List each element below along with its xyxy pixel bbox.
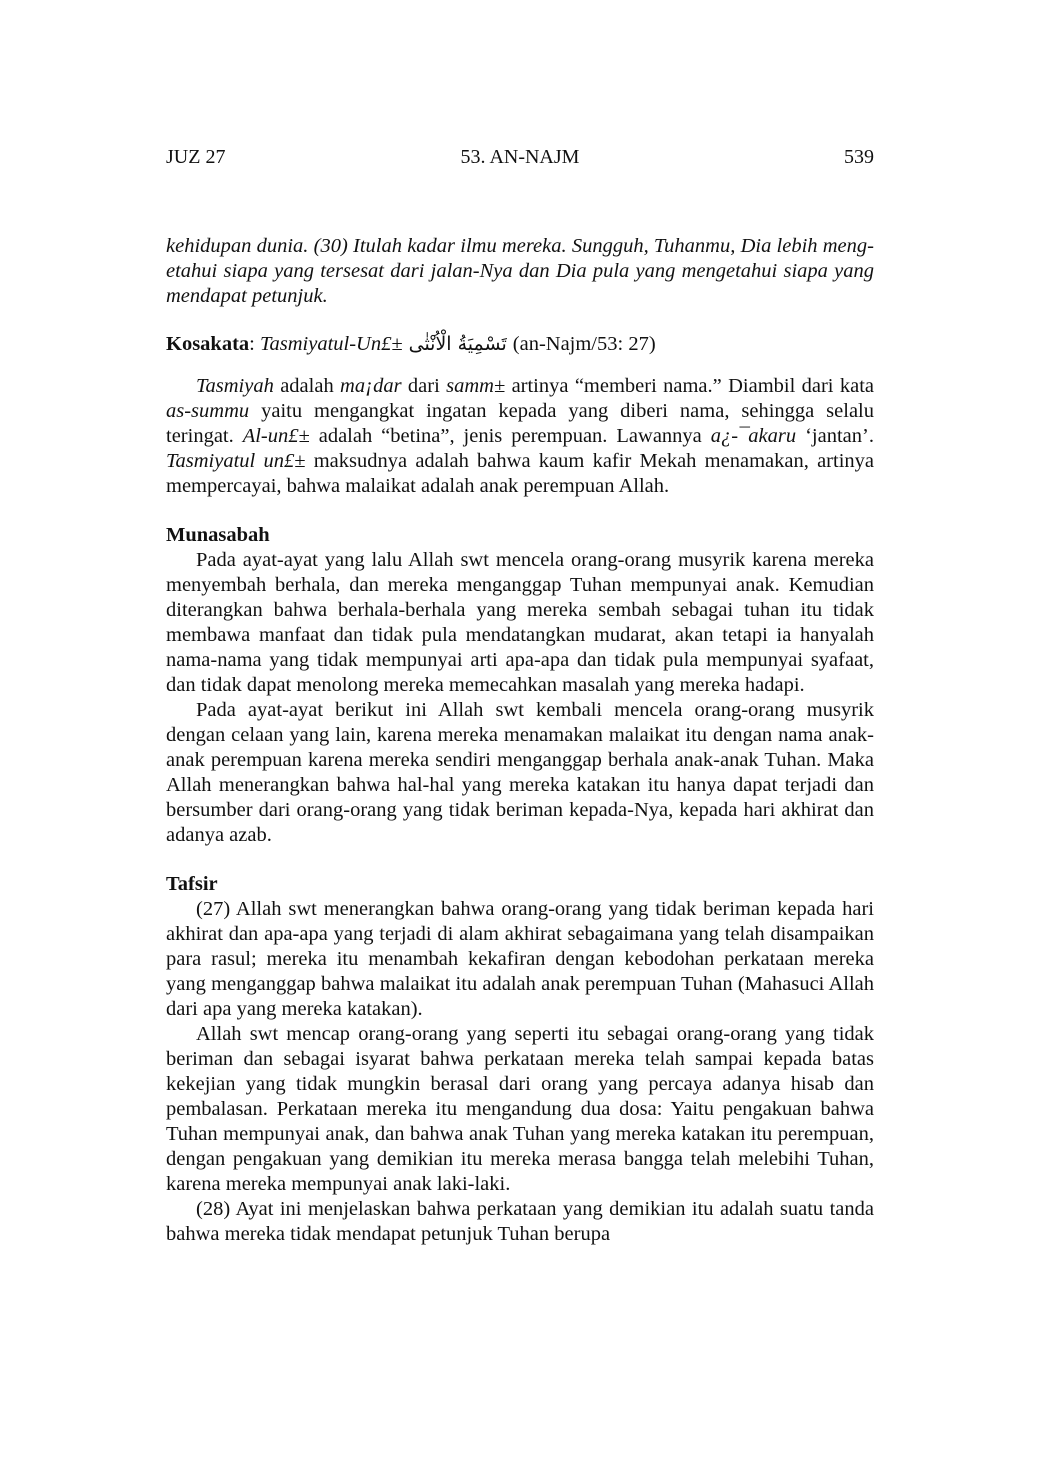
tafsir-paragraph: (28) Ayat ini menjelaskan bahwa perkataan yang demikian itu adalah suatu tanda bahwa mereka tidak mendapat petunjuk Tuhan berupa: [166, 1198, 874, 1245]
text-segment: ‘jantan’.: [796, 425, 874, 447]
kosakata-label: Kosakata: [166, 333, 250, 355]
term-masdar: ma¡dar: [340, 375, 402, 397]
surah-title: 53. AN-NAJM: [460, 146, 580, 168]
page-header: [166, 146, 874, 172]
term-as-summu: as-summu: [166, 400, 250, 422]
text-segment: yaitu mengangkat ingatan kepada yang diberi nama, sehingga selalu teringat.: [166, 400, 874, 447]
page-body: [166, 234, 874, 1247]
tafsir-paragraph: (27) Allah swt menerangkan bahwa orang-orang yang tidak beriman kepada hari akhirat dan apa-apa yang terjadi di alam akhirat sebagaimana yang telah disampaikan para rasul; mereka itu menambah kekafiran dengan kebodohan perkataan mereka yang menganggap bahwa malaikat itu adalah anak perempuan Tuhan (Mahasuci Allah dari apa yang mereka katakan).: [166, 898, 874, 1020]
text-segment: maksudnya adalah bahwa kaum kafir Mekah menamakan, artinya mempercayai, bahwa malaikat adalah anak perempuan Allah.: [166, 450, 874, 497]
tafsir-paragraph: Allah swt mencap orang-orang yang seperti itu sebagai orang-orang yang tidak beriman dan sebagai isyarat bahwa perkataan mereka telah sampai kepada batas kekejian yang tidak mungkin berasal dari orang yang percaya adanya hisab dan pembalasan. Perkataan mereka itu mengandung dua dosa: Yaitu pengakuan bahwa Tuhan mempunyai anak, dan bahwa anak Tuhan yang mereka katakan itu perempuan, dengan pengakuan yang demikian itu mereka merasa bangga telah melebihi Tuhan, karena mereka mempunyai anak laki-laki.: [166, 1023, 874, 1195]
text-segment: artinya “memberi nama.” Diambil dari kata: [505, 375, 874, 397]
term-az-zakaru: a¿-¯akaru: [710, 425, 797, 447]
kosakata-term: Tasmiyatul-Un£±: [259, 333, 403, 355]
page-number: 539: [844, 146, 874, 168]
kosakata-line: [166, 324, 874, 364]
term-al-unsa: Al-un£±: [242, 425, 310, 447]
kosakata-explanation: [166, 374, 874, 499]
tafsir-heading: Tafsir: [166, 873, 218, 895]
text-segment: adalah: [273, 375, 341, 397]
intro-paragraph: kehidupan dunia. (30) Itulah kadar ilmu mereka. Sungguh, Tuhanmu, Dia lebih meng-etahui siapa yang tersesat dari jalan-Nya dan Dia pula yang mengetahui siapa yang mendapat petunjuk.: [166, 235, 874, 307]
kosakata-colon: :: [249, 333, 260, 355]
munasabah-heading: Munasabah: [166, 524, 270, 546]
term-tasmiyah: Tasmiyah: [196, 375, 274, 397]
munasabah-paragraph: Pada ayat-ayat yang lalu Allah swt mencela orang-orang musyrik karena mereka menyembah berhala, dan mereka menganggap Tuhan mempunyai anak. Kemudian diterangkan bahwa berhala-berhala yang mereka sembah sebagai tuhan itu tidak membawa manfaat dan tidak pula mendatangkan mudarat, akan tetapi ia hanyalah nama-nama yang tidak mempunyai arti apa-apa dan tidak pula mempunyai syafaat, dan tidak dapat menolong mereka memecahkan masalah yang mereka hadapi.: [166, 549, 874, 696]
juz-label: JUZ 27: [166, 146, 226, 168]
term-samm: samm±: [446, 375, 506, 397]
kosakata-reference: (an-Najm/53: 27): [512, 333, 656, 355]
kosakata-arabic-term: تَسْمِيَةُ الْاُنْثٰى: [408, 333, 507, 355]
munasabah-paragraph: Pada ayat-ayat berikut ini Allah swt kembali mencela orang-orang musyrik dengan celaan yang lain, karena mereka menamakan malaikat itu dengan nama anak-anak perempuan karena mereka sendiri menganggap berhala anak-anak Tuhan. Maka Allah menerangkan bahwa hal-hal yang mereka katakan itu hanya dapat terjadi dan bersumber dari orang-orang yang tidak beriman kepada-Nya, kepada hari akhirat dan adanya azab.: [166, 699, 874, 846]
term-tasmiyatul-unsa: Tasmiyatul un£±: [166, 450, 306, 472]
text-segment: adalah “betina”, jenis perempuan. Lawannya: [309, 425, 711, 447]
text-segment: dari: [401, 375, 447, 397]
